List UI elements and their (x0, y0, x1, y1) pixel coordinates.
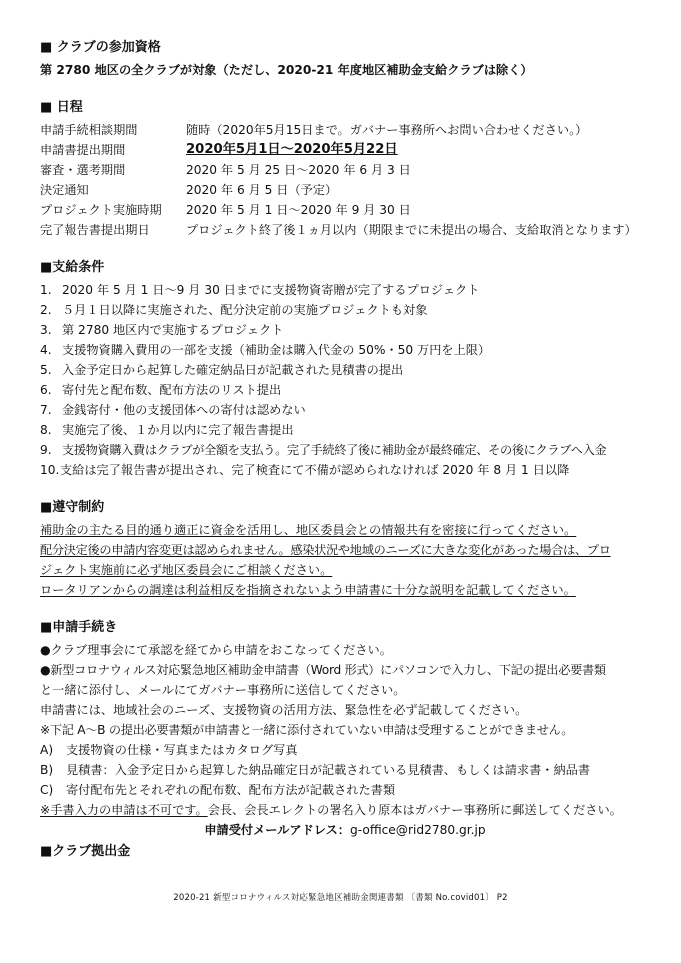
schedule-value: プロジェクト終了後１ヵ月以内（期限までに未提出の場合、支給取消となります） (186, 223, 637, 237)
list-item (40, 300, 650, 320)
compliance-heading: ■遵守制約 (40, 500, 105, 515)
schedule-label: プロジェクト実施時期 (40, 203, 162, 217)
list-text: 支給は完了報告書が提出され、完了検査にて不備が認められなければ 2020 年 8 月 1 日以降 (60, 463, 570, 477)
list-item (40, 440, 650, 460)
schedule-value-emphasized: 2020年5月1日〜2020年5月22日 (186, 142, 398, 157)
schedule-row (40, 140, 650, 160)
compliance-block (40, 520, 650, 600)
schedule-label: 申請手続相談期間 (40, 123, 138, 137)
club-fund-heading: ■クラブ拠出金 (40, 844, 131, 859)
list-text: 寄付先と配布数、配布方法のリスト提出 (62, 383, 282, 397)
required-doc-item (40, 780, 650, 800)
list-text: 2020 年 5 月 1 日〜9 月 30 日までに支援物資寄贈が完了するプロジェクト (62, 283, 480, 297)
list-text: 金銭寄付・他の支援団体への寄付は認めない (62, 403, 306, 417)
list-number: 4. (40, 343, 52, 357)
list-item (40, 280, 650, 300)
list-item (40, 360, 650, 380)
eligibility-text: 第 2780 地区の全クラブが対象（ただし、2020-21 年度地区補助金支給クラブは除く） (40, 63, 533, 77)
required-doc-item (40, 740, 650, 760)
email-line (40, 820, 650, 840)
schedule-row (40, 120, 650, 140)
list-text: 実施完了後、１か月以内に完了報告書提出 (62, 423, 294, 437)
spacer (40, 240, 650, 258)
schedule-label: 申請書提出期間 (40, 143, 126, 157)
doc-text: 見積書：入金予定日から起算した納品確定日が記載されている見積書、もしくは請求書・納品書 (66, 763, 591, 777)
spacer (40, 80, 650, 98)
list-item (40, 400, 650, 420)
procedure-line: 申請書には、地域社会のニーズ、支援物資の活用方法、緊急性を必ず記載してください。 (40, 703, 528, 717)
schedule-row (40, 160, 650, 180)
schedule-value: 2020 年 5 月 1 日〜2020 年 9 月 30 日 (186, 203, 411, 217)
eligibility-heading: ■ クラブの参加資格 (40, 40, 161, 55)
list-item (40, 420, 650, 440)
list-item (40, 340, 650, 360)
procedure-line: ●新型コロナウィルス対応緊急地区補助金申請書（Word 形式）にパソコンで入力し、下記の提出必要書類 (40, 663, 606, 677)
conditions-heading: ■支給条件 (40, 260, 105, 275)
list-number: 3. (40, 323, 52, 337)
procedure-block (40, 640, 650, 840)
doc-label: C) (40, 783, 54, 797)
list-number: 10. (40, 463, 60, 477)
procedure-line: と一緒に添付し、メールにてガバナー事務所に送信してください。 (40, 683, 406, 697)
email-address: g-office@rid2780.gr.jp (350, 823, 486, 837)
note-rest: 会長、会長エレクトの署名入り原本はガバナー事務所に郵送してください。 (207, 803, 622, 817)
doc-label: B) (40, 763, 54, 777)
spacer (40, 480, 650, 498)
procedure-line: ※下記 A〜B の提出必要書類が申請書と一緒に添付されていない申請は受理することができません。 (40, 723, 574, 737)
note-underlined: ※手書入力の申請は不可です。 (40, 803, 208, 817)
document-page (40, 38, 650, 864)
page-footer: 2020-21 新型コロナウィルス対応緊急地区補助金関連書類 〔書類 No.covid01〕 P2 (173, 893, 508, 903)
list-text: 支援物資購入費はクラブが全額を支払う。完了手続終了後に補助金が最終確定、その後にクラブへ入金 (62, 443, 607, 457)
list-text: ５月１日以降に実施された、配分決定前の実施プロジェクトも対象 (62, 303, 428, 317)
schedule-row (40, 220, 650, 240)
schedule-row (40, 200, 650, 220)
doc-label: A) (40, 743, 54, 757)
schedule-value: 2020 年 6 月 5 日（予定） (186, 183, 338, 197)
compliance-line: 配分決定後の申請内容変更は認められません。感染状況や地域のニーズに大きな変化があった場合は、プロ (40, 543, 611, 557)
email-label: 申請受付メールアドレス： (204, 823, 350, 837)
procedure-heading: ■申請手続き (40, 620, 118, 635)
list-item (40, 380, 650, 400)
schedule-table (40, 120, 650, 240)
schedule-value: 随時（2020年5月15日まで。ガバナー事務所へお問い合わせください。） (186, 123, 588, 137)
schedule-heading: ■ 日程 (40, 100, 83, 115)
procedure-line: ●クラブ理事会にて承認を経てから申請をおこなってください。 (40, 643, 392, 657)
list-number: 5. (40, 363, 52, 377)
list-text: 第 2780 地区内で実施するプロジェクト (62, 323, 284, 337)
handwritten-note (40, 800, 650, 820)
schedule-label: 完了報告書提出期日 (40, 223, 150, 237)
doc-text: 支援物資の仕様・写真またはカタログ写真 (66, 743, 298, 757)
doc-text: 寄付配布先とそれぞれの配布数、配布方法が記載された書類 (66, 783, 396, 797)
schedule-label: 決定通知 (40, 183, 89, 197)
list-item (40, 460, 650, 480)
list-number: 7. (40, 403, 52, 417)
list-number: 6. (40, 383, 52, 397)
compliance-line: ロータリアンからの調達は利益相反を指摘されないよう申請書に十分な説明を記載してください。 (40, 583, 576, 597)
list-number: 9. (40, 443, 52, 457)
spacer (40, 600, 650, 618)
compliance-line: 補助金の主たる目的通り適正に資金を活用し、地区委員会との情報共有を密接に行ってください。 (40, 523, 577, 537)
list-number: 1. (40, 283, 52, 297)
list-text: 支援物資購入費用の一部を支援（補助金は購入代金の 50%・50 万円を上限） (62, 343, 491, 357)
schedule-label: 審査・選考期間 (40, 163, 126, 177)
conditions-list (40, 280, 650, 480)
required-doc-item (40, 760, 650, 780)
list-number: 8. (40, 423, 52, 437)
list-number: 2. (40, 303, 52, 317)
compliance-line: ジェクト実施前に必ず地区委員会にご相談ください。 (40, 563, 333, 577)
list-text: 入金予定日から起算した確定納品日が記載された見積書の提出 (62, 363, 404, 377)
schedule-row (40, 180, 650, 200)
schedule-value: 2020 年 5 月 25 日〜2020 年 6 月 3 日 (186, 163, 411, 177)
list-item (40, 320, 650, 340)
